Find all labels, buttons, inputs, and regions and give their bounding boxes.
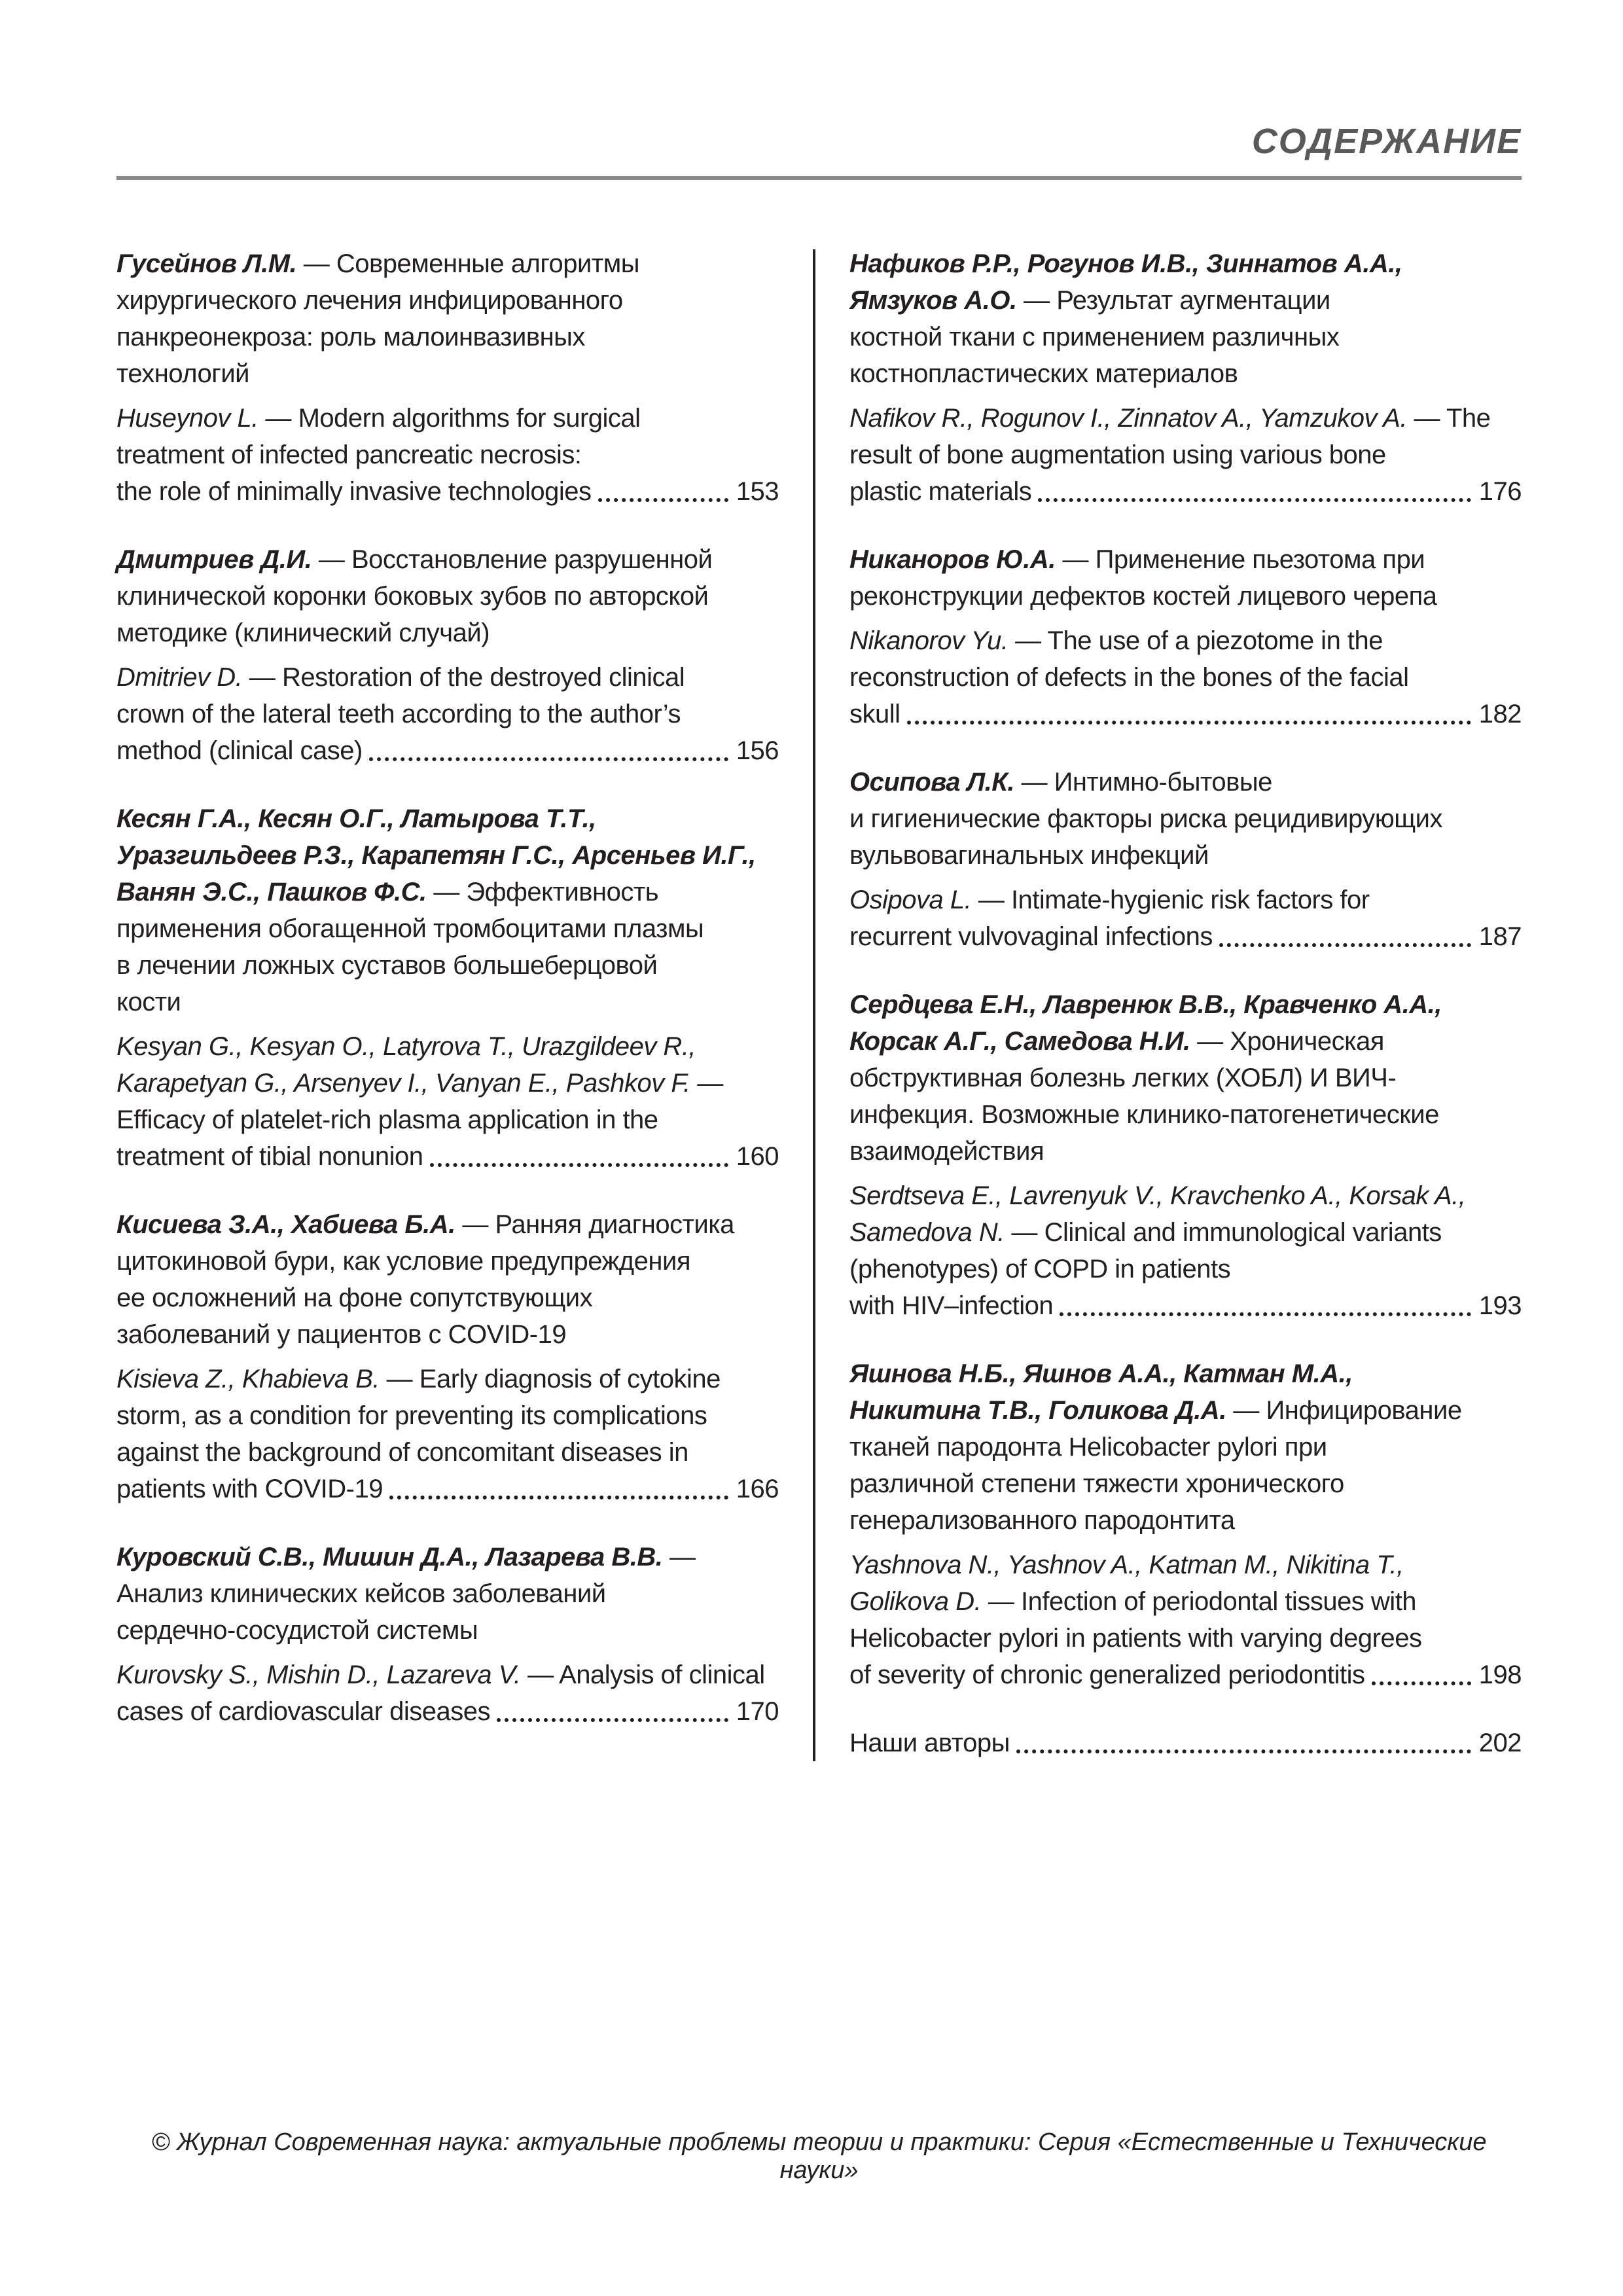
dot-leader (1372, 1681, 1471, 1685)
entry-line (116, 1612, 779, 1649)
title-text: вульвовагинальных инфекций (849, 841, 1209, 870)
entry-line (849, 1096, 1522, 1133)
toc-column-left (116, 245, 779, 1761)
title-text: заболеваний у пациентов с COVID-19 (116, 1320, 567, 1349)
dot-leader (598, 498, 728, 502)
title-text: plastic materials (849, 477, 1032, 506)
title-text: — Хроническая (1190, 1027, 1384, 1056)
authors-text: Сердцева Е.Н., Лавренюк В.В., Кравченко А.А., (849, 990, 1442, 1019)
entry-line (116, 355, 779, 392)
entry-line (116, 541, 779, 578)
entry-line (116, 1028, 779, 1065)
authors-text: Karapetyan G., Arsenyev I., Vanyan E., Pashkov F. (116, 1069, 690, 1098)
entry-line (849, 1287, 1522, 1324)
authors-text: Kisieva Z., Khabieva B. (116, 1365, 380, 1393)
dot-leader (389, 1496, 728, 1499)
entry-line (849, 1214, 1522, 1251)
entry-line (849, 1392, 1522, 1429)
title-text: — Результат аугментации (1016, 286, 1330, 315)
entry-line (849, 541, 1522, 578)
page-number: 153 (736, 477, 779, 506)
page-number: 166 (736, 1475, 779, 1503)
title-text: клинической коронки боковых зубов по авторской (116, 582, 709, 611)
entry-line (116, 696, 779, 732)
entry-line (849, 696, 1522, 732)
entry-line (116, 984, 779, 1020)
entry-line (116, 837, 779, 874)
entry-line (116, 1206, 779, 1243)
title-text: методике (клинический случай) (116, 619, 490, 647)
entry-line (849, 1465, 1522, 1502)
toc-columns (116, 245, 1522, 1761)
page-title: СОДЕРЖАНИЕ (1251, 122, 1522, 161)
entry-line (849, 578, 1522, 615)
dot-leader (369, 757, 728, 761)
column-divider (813, 249, 815, 1761)
entry-line (116, 1693, 779, 1730)
authors-text: Golikova D. (849, 1587, 982, 1616)
dot-leader (430, 1163, 728, 1167)
entry-line (849, 1657, 1522, 1693)
title-text: — Ранняя диагностика (455, 1210, 734, 1239)
entry-line (116, 1657, 779, 1693)
entry-line (849, 400, 1522, 437)
entry-line (849, 659, 1522, 696)
title-text: обструктивная болезнь легких (ХОБЛ) И ВИЧ- (849, 1064, 1397, 1092)
entry-line (849, 1177, 1522, 1214)
title-text: — Восстановление разрушенной (312, 545, 713, 574)
dot-leader (497, 1718, 728, 1722)
authors-text: Ванян Э.С., Пашков Ф.С. (116, 878, 427, 906)
title-text: treatment of tibial nonunion (116, 1142, 423, 1171)
entry-line (116, 1102, 779, 1138)
entry-line (116, 732, 779, 769)
title-text: Efficacy of platelet-rich plasma application in the (116, 1105, 658, 1134)
entry-line (849, 1429, 1522, 1465)
entry-line (849, 1355, 1522, 1392)
toc-entry (849, 541, 1522, 732)
authors-text: Samedova N. (849, 1218, 1005, 1247)
page-number: 198 (1478, 1660, 1522, 1689)
title-text: — (690, 1069, 723, 1098)
authors-text: Никаноров Ю.А. (849, 545, 1056, 574)
entry-line (849, 1583, 1522, 1620)
title-text: костной ткани с применением различных (849, 323, 1340, 351)
authors-text: Куровский С.В., Мишин Д.А., Лазарева В.В. (116, 1543, 663, 1571)
header-rule (116, 176, 1522, 180)
toc-entry (116, 245, 779, 510)
title-text: технологий (116, 359, 250, 388)
title-text: — Современные алгоритмы (296, 249, 639, 278)
title-text: treatment of infected pancreatic necrosis: (116, 440, 582, 469)
title-text: of severity of chronic generalized periodontitis (849, 1660, 1365, 1689)
authors-text: Уразгильдеев Р.З., Карапетян Г.С., Арсеньев И.Г., (116, 841, 756, 870)
entry-line (116, 947, 779, 984)
entry-line (849, 1133, 1522, 1170)
entry-line (849, 473, 1522, 510)
title-text: сердечно-сосудистой системы (116, 1616, 478, 1645)
title-text: кости (116, 988, 181, 1016)
title-text: в лечении ложных суставов большеберцовой (116, 951, 658, 980)
entry-line (116, 1539, 779, 1575)
title-text: the role of minimally invasive technologies (116, 477, 592, 506)
title-text: — (662, 1543, 696, 1571)
title-text: skull (849, 700, 901, 728)
title-text: storm, as a condition for preventing its complications (116, 1401, 707, 1430)
authors-text: Гусейнов Л.М. (116, 249, 297, 278)
authors-text: Kesyan G., Kesyan O., Latyrova T., Urazgildeev R., (116, 1032, 696, 1061)
entry-line (116, 400, 779, 437)
entry-line (849, 764, 1522, 800)
toc-entry (116, 541, 779, 769)
dot-leader (907, 721, 1471, 725)
authors-text: Yashnova N., Yashnov A., Katman M., Nikitina T., (849, 1551, 1404, 1579)
page-number: 160 (736, 1142, 779, 1171)
entry-line (849, 245, 1522, 282)
title-text: костнопластических материалов (849, 359, 1238, 388)
page-number: 170 (736, 1697, 779, 1726)
entry-line (116, 874, 779, 910)
entry-line (116, 245, 779, 282)
title-text: reconstruction of defects in the bones of the facial (849, 663, 1409, 692)
title-text: — The use of a piezotome in the (1008, 626, 1383, 655)
title-text: цитокиновой бури, как условие предупреждения (116, 1247, 690, 1276)
entry-line (849, 622, 1522, 659)
title-text: ее осложнений на фоне сопутствующих (116, 1283, 593, 1312)
entry-line (116, 1471, 779, 1507)
title-text: инфекция. Возможные клинико-патогенетические (849, 1100, 1439, 1129)
toc-column-right (849, 245, 1522, 1761)
dot-leader (1038, 498, 1471, 502)
toc-entry (116, 1206, 779, 1507)
title-text: панкреонекроза: роль малоинвазивных (116, 323, 585, 351)
toc-entry (849, 245, 1522, 510)
entry-line (116, 1065, 779, 1102)
dot-leader (1219, 943, 1471, 947)
entry-line (849, 1620, 1522, 1657)
entry-line (116, 437, 779, 473)
page-number: 202 (1478, 1729, 1522, 1757)
title-text: — Restoration of the destroyed clinical (242, 663, 685, 692)
entry-line (116, 800, 779, 837)
title-text: with HIV–infection (849, 1291, 1054, 1320)
entry-line (116, 1361, 779, 1397)
title-text: recurrent vulvovaginal infections (849, 922, 1213, 951)
title-text: result of bone augmentation using various bone (849, 440, 1386, 469)
authors-text: Дмитриев Д.И. (116, 545, 312, 574)
entry-line (849, 355, 1522, 392)
entry-line (849, 918, 1522, 955)
title-text: генерализованного пародонтита (849, 1506, 1235, 1535)
entry-line (116, 319, 779, 355)
title-text: — Infection of periodontal tissues with (981, 1587, 1417, 1616)
entry-line (849, 1547, 1522, 1583)
entry-line (116, 1575, 779, 1612)
entry-line (116, 282, 779, 319)
toc-entry (849, 1725, 1522, 1761)
authors-text: Ямзуков А.О. (849, 286, 1017, 315)
toc-entry (116, 1539, 779, 1730)
title-text: — Эффективность (426, 878, 659, 906)
title-text: тканей пародонта Helicobacter pylori при (849, 1433, 1327, 1462)
title-text: against the background of concomitant diseases in (116, 1438, 688, 1467)
entry-line (849, 1023, 1522, 1060)
authors-text: Никитина Т.В., Голикова Д.А. (849, 1396, 1226, 1425)
title-text: — Early diagnosis of cytokine (380, 1365, 721, 1393)
entry-line (849, 437, 1522, 473)
title-text: Helicobacter pylori in patients with varying degrees (849, 1624, 1422, 1653)
authors-text: Осипова Л.К. (849, 768, 1014, 797)
page-number: 193 (1478, 1291, 1522, 1320)
title-text: взаимодействия (849, 1137, 1044, 1166)
title-text: — Инфицирование (1226, 1396, 1462, 1425)
entry-line (116, 1316, 779, 1353)
toc-entry (849, 1355, 1522, 1693)
authors-text: Корсак А.Г., Самедова Н.И. (849, 1027, 1190, 1056)
authors-text: Osipova L. (849, 886, 972, 914)
authors-text: Кесян Г.А., Кесян О.Г., Латырова Т.Т., (116, 804, 596, 833)
toc-entry (849, 986, 1522, 1324)
dot-leader (1060, 1312, 1471, 1316)
title-text: method (clinical case) (116, 736, 363, 765)
entry-line (849, 1251, 1522, 1287)
dot-leader (1016, 1749, 1471, 1753)
title-text: cases of cardiovascular diseases (116, 1697, 490, 1726)
authors-text: Huseynov L. (116, 404, 259, 433)
page-number: 187 (1478, 922, 1522, 951)
title-text: и гигиенические факторы риска рецидивирующих (849, 804, 1443, 833)
authors-text: Dmitriev D. (116, 663, 243, 692)
entry-line (849, 800, 1522, 837)
footer-copyright: © Журнал Современная наука: актуальные проблемы теории и практики: Серия «Естественные и Технические науки» (151, 2128, 1487, 2184)
toc-entry (116, 800, 779, 1175)
title-text: — The (1406, 404, 1491, 433)
entry-line (849, 282, 1522, 319)
authors-text: Nikanorov Yu. (849, 626, 1008, 655)
entry-line (849, 882, 1522, 918)
title-text: — Analysis of clinical (520, 1660, 765, 1689)
title-text: — Clinical and immunological variants (1004, 1218, 1442, 1247)
page-number: 176 (1478, 477, 1522, 506)
page-number: 182 (1478, 700, 1522, 728)
entry-line (116, 1397, 779, 1434)
entry-line (116, 1138, 779, 1175)
title-text: Анализ клинических кейсов заболеваний (116, 1579, 606, 1608)
toc-entry (849, 764, 1522, 955)
entry-line (116, 1243, 779, 1280)
authors-text: Nafikov R., Rogunov I., Zinnatov A., Yamzukov A. (849, 404, 1407, 433)
title-text: — Intimate-hygienic risk factors for (971, 886, 1370, 914)
entry-line (116, 1434, 779, 1471)
entry-line (116, 910, 779, 947)
authors-text: Кисиева З.А., Хабиева Б.А. (116, 1210, 455, 1239)
title-text: Наши авторы (849, 1729, 1010, 1757)
page-number: 156 (736, 736, 779, 765)
title-text: — Modern algorithms for surgical (258, 404, 641, 433)
authors-text: Нафиков Р.Р., Рогунов И.В., Зиннатов А.А., (849, 249, 1402, 278)
entry-line (849, 986, 1522, 1023)
title-text: (phenotypes) of COPD in patients (849, 1255, 1231, 1283)
entry-line (849, 1060, 1522, 1096)
title-text: — Интимно-бытовые (1014, 768, 1272, 797)
entry-line (116, 473, 779, 510)
entry-line (116, 1280, 779, 1316)
entry-line (116, 659, 779, 696)
authors-text: Яшнова Н.Б., Яшнов А.А., Катман М.А., (849, 1359, 1353, 1388)
authors-text: Serdtseva E., Lavrenyuk V., Kravchenko A., Korsak A., (849, 1181, 1466, 1210)
title-text: различной степени тяжести хронического (849, 1469, 1344, 1498)
title-text: — Применение пьезотома при (1055, 545, 1425, 574)
entry-line (849, 319, 1522, 355)
title-text: применения обогащенной тромбоцитами плазмы (116, 914, 704, 943)
title-text: crown of the lateral teeth according to the author’s (116, 700, 681, 728)
entry-line (849, 837, 1522, 874)
entry-line (849, 1502, 1522, 1539)
title-text: реконструкции дефектов костей лицевого черепа (849, 582, 1437, 611)
entry-line (116, 578, 779, 615)
title-text: хирургического лечения инфицированного (116, 286, 623, 315)
title-text: patients with COVID-19 (116, 1475, 383, 1503)
authors-text: Kurovsky S., Mishin D., Lazareva V. (116, 1660, 521, 1689)
entry-line (849, 1725, 1522, 1761)
entry-line (116, 615, 779, 651)
